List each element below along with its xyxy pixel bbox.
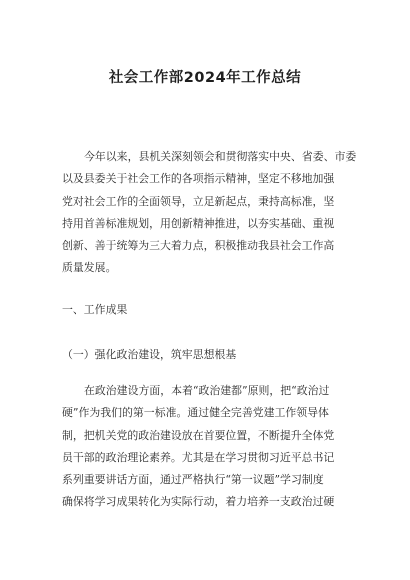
body-line: 员干部的政治理论素养。尤其是在学习贯彻习近平总书记	[62, 450, 335, 464]
intro-paragraph	[62, 146, 357, 280]
subsection-heading: （一）强化政治建设，筑牢思想根基	[62, 348, 237, 361]
intro-line: 党对社会工作的全面领导，立足新起点，秉持高标准，坚	[62, 194, 335, 208]
body-line: 制，把机关党的政治建设放在首要位置，不断提升全体党	[62, 428, 335, 442]
body-line: 确保将学习成果转化为实际行动，着力培养一支政治过硬	[62, 495, 335, 509]
intro-line: 持用首善标准规划，用创新精神推进，以夯实基础、重视	[62, 216, 335, 230]
document-title: 社会工作部2024年工作总结	[108, 70, 302, 86]
body-line: 系列重要讲话方面，通过严格执行“第一议题”学习制度	[62, 473, 324, 487]
intro-line: 今年以来，县机关深刻领会和贯彻落实中央、省委、市委	[84, 150, 357, 163]
intro-line: 质量发展。	[62, 261, 117, 275]
section-heading: 一、工作成果	[62, 303, 128, 316]
intro-line: 以及县委关于社会工作的各项指示精神，坚定不移地加强	[62, 172, 335, 186]
body-line: 在政治建设方面，本着“政治建都”原则，把“政治过	[84, 384, 330, 397]
body-line: 硬”作为我们的第一标准。通过健全完善党建工作领导体	[62, 406, 329, 420]
body-paragraph	[62, 380, 352, 514]
intro-line: 创新、善于统筹为三大着力点，积极推动我县社会工作高	[62, 239, 335, 253]
